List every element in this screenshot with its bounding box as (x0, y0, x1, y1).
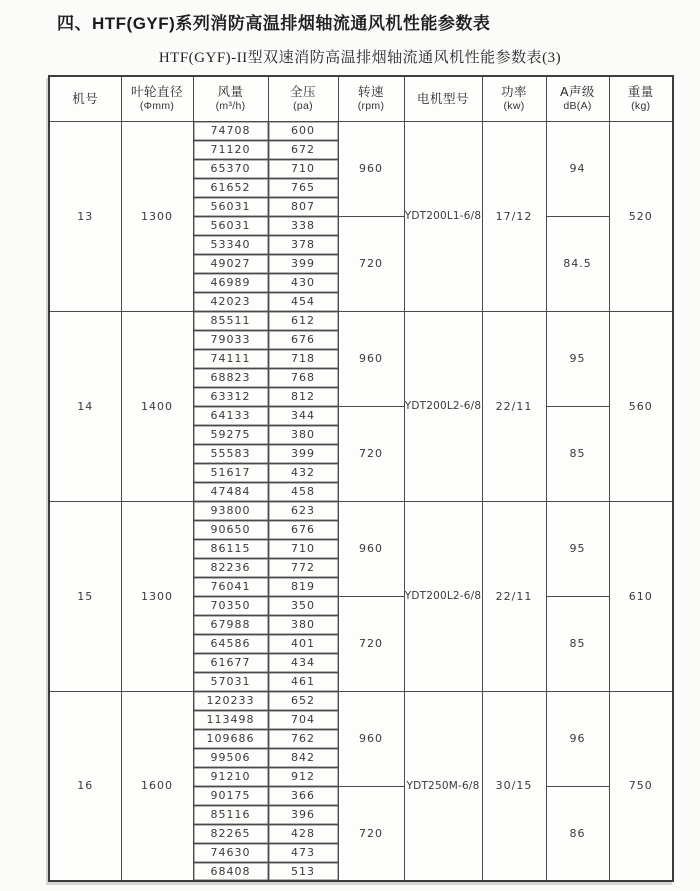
cell-flow: 82265 (193, 824, 268, 843)
cell-pressure: 378 (268, 235, 338, 254)
header-diameter (121, 76, 193, 121)
table-row (49, 691, 673, 710)
cell-weight: 520 (609, 121, 673, 311)
header-label: 风量 (217, 85, 244, 100)
cell-flow: 79033 (193, 330, 268, 349)
table-row (49, 311, 673, 330)
cell-rpm: 960 (338, 121, 404, 216)
cell-flow: 63312 (193, 387, 268, 406)
cell-pressure: 672 (268, 140, 338, 159)
cell-flow: 85116 (193, 805, 268, 824)
header-power (482, 76, 546, 121)
cell-pressure: 718 (268, 349, 338, 368)
cell-pressure: 473 (268, 843, 338, 862)
cell-flow: 67988 (193, 615, 268, 634)
header-unit: (pa) (293, 100, 313, 113)
cell-noise-level: 85 (546, 596, 609, 691)
fan-performance-table (48, 75, 674, 882)
cell-model-no: 15 (49, 501, 121, 691)
cell-flow: 64586 (193, 634, 268, 653)
cell-motor-model: YDT200L2-6/8 (404, 501, 482, 691)
cell-diameter: 1600 (121, 691, 193, 881)
header-label: 叶轮直径 (130, 85, 183, 100)
cell-diameter: 1300 (121, 501, 193, 691)
page-title: 四、HTF(GYF)系列消防高温排烟轴流通风机性能参数表 (57, 14, 491, 33)
cell-flow: 90650 (193, 520, 268, 539)
cell-noise-level: 84.5 (546, 216, 609, 311)
cell-noise-level: 85 (546, 406, 609, 501)
cell-power: 22/11 (482, 311, 546, 501)
cell-pressure: 912 (268, 767, 338, 786)
cell-noise-level: 96 (546, 691, 609, 786)
cell-diameter: 1400 (121, 311, 193, 501)
header-model-no (49, 76, 121, 121)
cell-noise-level: 86 (546, 786, 609, 881)
cell-pressure: 338 (268, 216, 338, 235)
cell-rpm: 960 (338, 311, 404, 406)
header-unit: (kw) (503, 100, 525, 113)
cell-pressure: 428 (268, 824, 338, 843)
cell-weight: 750 (609, 691, 673, 881)
cell-flow: 99506 (193, 748, 268, 767)
header-unit: (rpm) (357, 100, 385, 113)
cell-pressure: 458 (268, 482, 338, 501)
cell-flow: 85511 (193, 311, 268, 330)
header-row (49, 76, 673, 121)
header-label: 重量 (627, 85, 654, 100)
cell-flow: 86115 (193, 539, 268, 558)
cell-rpm: 720 (338, 786, 404, 881)
cell-noise-level: 94 (546, 121, 609, 216)
cell-rpm: 720 (338, 406, 404, 501)
cell-flow: 56031 (193, 197, 268, 216)
cell-flow: 55583 (193, 444, 268, 463)
cell-pressure: 344 (268, 406, 338, 425)
header-label: 转速 (357, 85, 384, 100)
table-row (49, 121, 673, 140)
cell-pressure: 623 (268, 501, 338, 520)
header-noise-level (546, 76, 609, 121)
cell-pressure: 710 (268, 539, 338, 558)
cell-pressure: 762 (268, 729, 338, 748)
cell-pressure: 513 (268, 862, 338, 881)
cell-flow: 91210 (193, 767, 268, 786)
cell-pressure: 399 (268, 444, 338, 463)
cell-pressure: 819 (268, 577, 338, 596)
cell-flow: 49027 (193, 254, 268, 273)
cell-model-no: 13 (49, 121, 121, 311)
header-unit: (kg) (631, 100, 651, 113)
cell-flow: 93800 (193, 501, 268, 520)
cell-noise-level: 95 (546, 311, 609, 406)
header-flow (193, 76, 268, 121)
cell-flow: 68408 (193, 862, 268, 881)
cell-flow: 64133 (193, 406, 268, 425)
cell-pressure: 399 (268, 254, 338, 273)
cell-flow: 47484 (193, 482, 268, 501)
cell-rpm: 960 (338, 501, 404, 596)
cell-pressure: 401 (268, 634, 338, 653)
cell-flow: 120233 (193, 691, 268, 710)
cell-flow: 46989 (193, 273, 268, 292)
cell-flow: 82236 (193, 558, 268, 577)
cell-flow: 68823 (193, 368, 268, 387)
cell-model-no: 14 (49, 311, 121, 501)
cell-flow: 109686 (193, 729, 268, 748)
cell-pressure: 432 (268, 463, 338, 482)
cell-pressure: 366 (268, 786, 338, 805)
cell-noise-level: 95 (546, 501, 609, 596)
cell-flow: 53340 (193, 235, 268, 254)
cell-flow: 51617 (193, 463, 268, 482)
cell-flow: 90175 (193, 786, 268, 805)
cell-weight: 610 (609, 501, 673, 691)
cell-pressure: 396 (268, 805, 338, 824)
table-subtitle: HTF(GYF)-II型双速消防高温排烟轴流通风机性能参数表(3) (158, 50, 562, 66)
cell-motor-model: YDT200L2-6/8 (404, 311, 482, 501)
cell-flow: 57031 (193, 672, 268, 691)
cell-pressure: 454 (268, 292, 338, 311)
header-unit: (Φmm) (139, 100, 175, 113)
header-weight (609, 76, 673, 121)
cell-weight: 560 (609, 311, 673, 501)
cell-pressure: 807 (268, 197, 338, 216)
cell-pressure: 652 (268, 691, 338, 710)
cell-flow: 74111 (193, 349, 268, 368)
cell-pressure: 842 (268, 748, 338, 767)
cell-flow: 42023 (193, 292, 268, 311)
header-pressure (268, 76, 338, 121)
cell-flow: 74708 (193, 121, 268, 140)
cell-flow: 61652 (193, 178, 268, 197)
header-unit: dB(A) (563, 100, 592, 113)
header-motor-model (404, 76, 482, 121)
cell-pressure: 704 (268, 710, 338, 729)
cell-flow: 70350 (193, 596, 268, 615)
cell-flow: 71120 (193, 140, 268, 159)
cell-pressure: 772 (268, 558, 338, 577)
cell-flow: 113498 (193, 710, 268, 729)
cell-rpm: 960 (338, 691, 404, 786)
header-label: 全压 (289, 85, 316, 100)
cell-pressure: 380 (268, 615, 338, 634)
cell-pressure: 600 (268, 121, 338, 140)
cell-pressure: 350 (268, 596, 338, 615)
cell-power: 30/15 (482, 691, 546, 881)
cell-flow: 74630 (193, 843, 268, 862)
cell-pressure: 676 (268, 520, 338, 539)
cell-pressure: 676 (268, 330, 338, 349)
cell-flow: 59275 (193, 425, 268, 444)
cell-motor-model: YDT250M-6/8 (404, 691, 482, 881)
table-row (49, 501, 673, 520)
cell-power: 22/11 (482, 501, 546, 691)
header-label: 功率 (500, 85, 527, 100)
cell-motor-model: YDT200L1-6/8 (404, 121, 482, 311)
cell-pressure: 612 (268, 311, 338, 330)
cell-pressure: 430 (268, 273, 338, 292)
cell-rpm: 720 (338, 216, 404, 311)
header-unit: (m³/h) (215, 100, 246, 113)
header-speed (338, 76, 404, 121)
cell-pressure: 434 (268, 653, 338, 672)
cell-flow: 76041 (193, 577, 268, 596)
cell-diameter: 1300 (121, 121, 193, 311)
cell-pressure: 812 (268, 387, 338, 406)
cell-rpm: 720 (338, 596, 404, 691)
cell-power: 17/12 (482, 121, 546, 311)
cell-pressure: 380 (268, 425, 338, 444)
cell-flow: 61677 (193, 653, 268, 672)
cell-pressure: 765 (268, 178, 338, 197)
header-label: 电机型号 (416, 91, 469, 106)
header-label: 机号 (72, 91, 99, 106)
header-label: A声级 (560, 85, 595, 100)
cell-model-no: 16 (49, 691, 121, 881)
cell-pressure: 768 (268, 368, 338, 387)
cell-pressure: 461 (268, 672, 338, 691)
cell-flow: 56031 (193, 216, 268, 235)
cell-flow: 65370 (193, 159, 268, 178)
cell-pressure: 710 (268, 159, 338, 178)
